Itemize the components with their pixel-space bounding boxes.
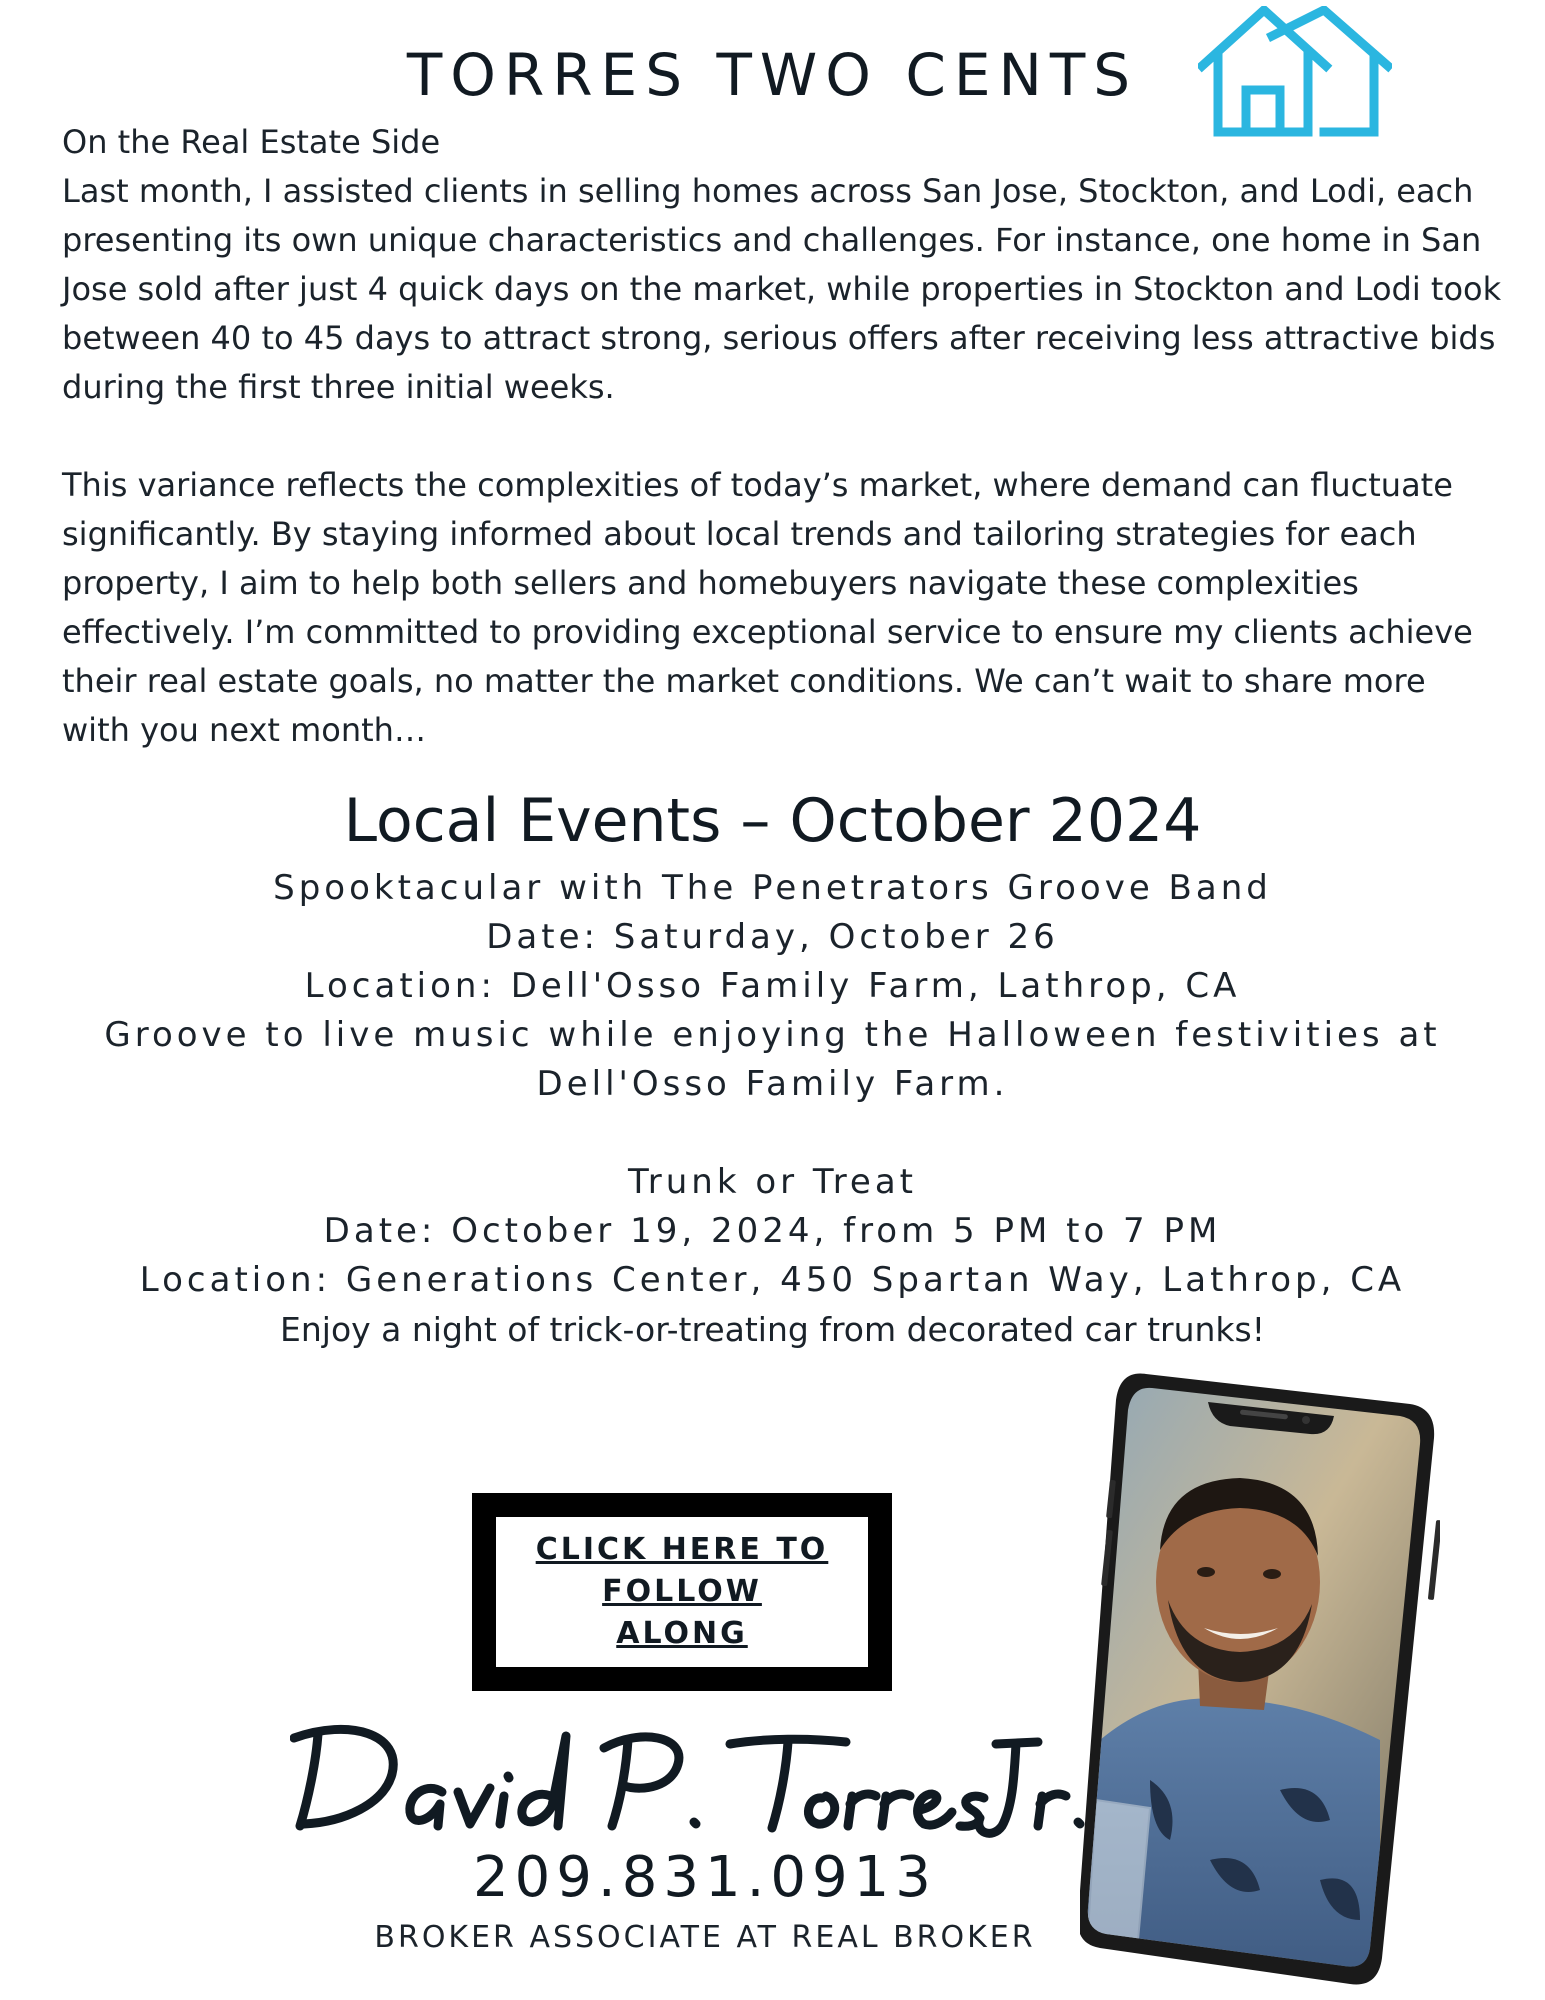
follow-along-button[interactable]: [472, 1493, 892, 1691]
page-title: TORRES TWO CENTS: [406, 41, 1139, 109]
intro-paragraph: Last month, I assisted clients in selling homes across San Jose, Stockton, and Lodi, each presenting its own unique characteristics and challenges. For instance, one home in San Jose sold after just 4 quick days on the market, while properties in Stockton and Lodi took between 40 to 45 days to attract strong, serious offers after receiving less attractive bids during the first three initial weeks.: [62, 172, 1502, 406]
event-date: Date: October 19, 2024, from 5 PM to 7 PM: [323, 1211, 1222, 1251]
events-heading: Local Events – October 2024: [343, 786, 1202, 856]
event-location: Location: Dell'Osso Family Farm, Lathrop, CA: [304, 966, 1241, 1006]
intro-heading: On the Real Estate Side: [62, 123, 441, 161]
event-name: Spooktacular with The Penetrators Groove Band: [273, 868, 1272, 908]
event-item: [0, 864, 1545, 1109]
event-description: Enjoy a night of trick-or-treating from decorated car trunks!: [280, 1310, 1265, 1349]
events-section: [0, 782, 1545, 1354]
phone-number: 209.831.0913: [473, 1845, 937, 1910]
smartphone-photo: [1080, 1360, 1440, 1990]
event-description: Groove to live music while enjoying the Halloween festivities at Dell'Osso Family Farm.: [104, 1015, 1441, 1104]
follow-along-inner[interactable]: [496, 1517, 868, 1667]
event-name: Trunk or Treat: [627, 1162, 918, 1202]
event-location: Location: Generations Center, 450 Spartan Way, Lathrop, CA: [139, 1260, 1406, 1300]
signature-image: [290, 1700, 1090, 1840]
event-date: Date: Saturday, October 26: [486, 917, 1059, 957]
follow-along-link[interactable]: CLICK HERE TO FOLLOW ALONG: [535, 1532, 829, 1651]
intro-section: [62, 118, 1502, 755]
event-item: [0, 1158, 1545, 1354]
job-title: BROKER ASSOCIATE AT REAL BROKER: [374, 1920, 1036, 1955]
intro-paragraph: This variance reflects the complexities of today’s market, where demand can fluctuate significantly. By staying informed about local trends and tailoring strategies for each property, I aim to help both sellers and homebuyers navigate these complexities effectively. I’m committed to providing exceptional service to ensure my clients achieve their real estate goals, no matter the market conditions. We can’t wait to share more with you next month…: [62, 466, 1473, 749]
